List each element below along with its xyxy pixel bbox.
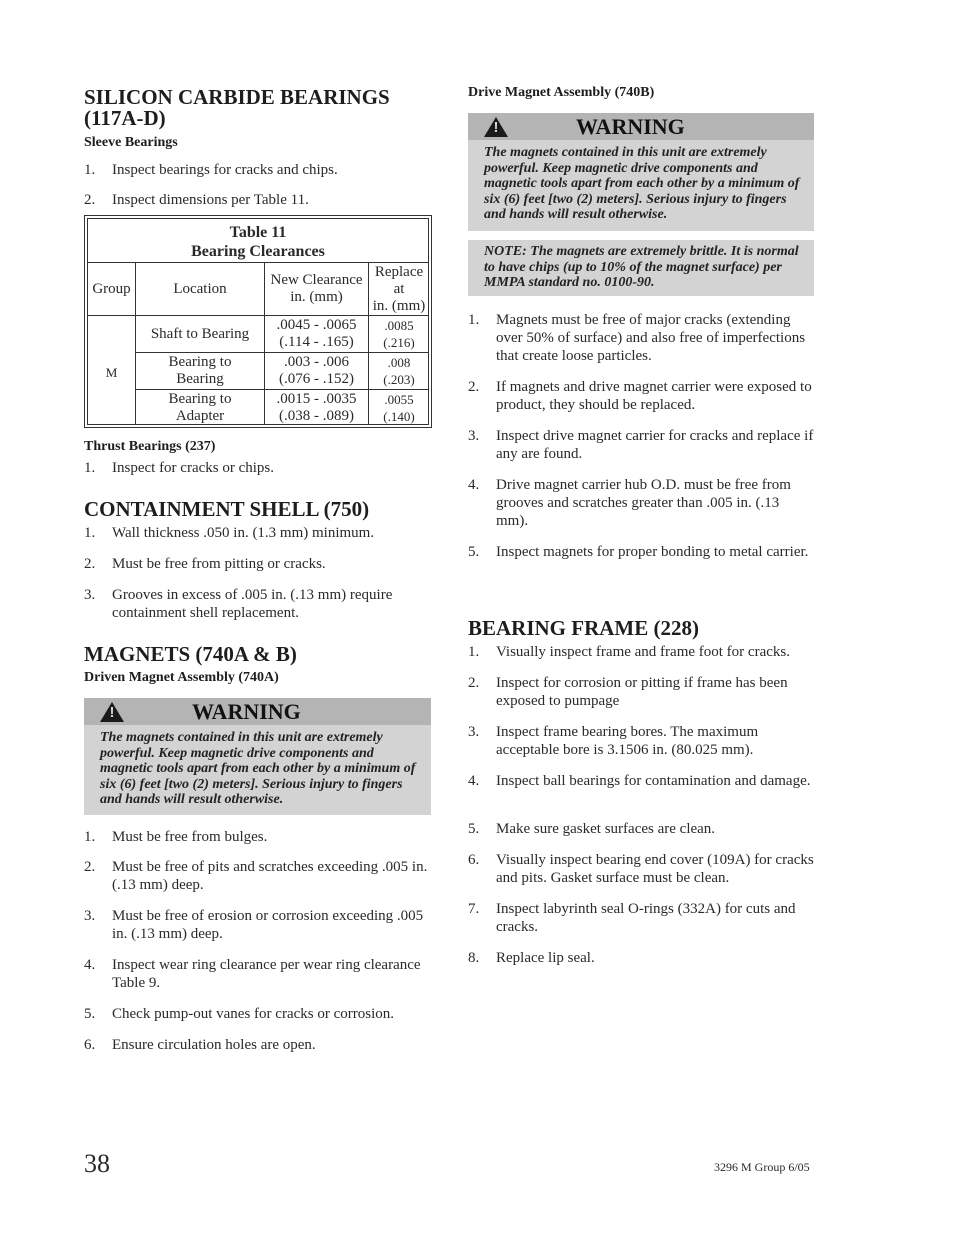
note-text: NOTE: The magnets are extremely brittle. It is normal to have chips (up to 10% of the magnet surface) per MMPA standard no. 0100-90. xyxy=(484,244,799,290)
table-row-new: .0045 - .0065 (.114 - .165) xyxy=(276,317,357,350)
warning-box xyxy=(84,698,431,815)
document-id: 3296 M Group 6/05 xyxy=(714,1160,810,1174)
driven-magnet-heading: Driven Magnet Assembly (740A) xyxy=(84,670,279,685)
thrust-bearings-heading: Thrust Bearings (237) xyxy=(84,439,216,454)
sleeve-bearings-heading: Sleeve Bearings xyxy=(84,135,178,150)
warning-header: ! WARNING xyxy=(84,698,431,725)
table-row-location: Shaft to Bearing xyxy=(150,325,250,342)
warning-text: The magnets contained in this unit are extremely powerful. Keep magnetic drive components and magnetic tools apart from each other by a minimum of six (6) feet [two (2) meters]. Serious injury to fingers and hands will result otherwise. xyxy=(100,730,416,807)
table-row-new: .0015 - .0035 (.038 - .089) xyxy=(276,391,357,424)
silicon-carbide-title-line2: (117A-D) xyxy=(84,106,166,130)
table-row-location: Bearing to Adapter xyxy=(168,391,232,424)
warning-title: WARNING xyxy=(192,699,301,724)
magnets-title: MAGNETS (740A & B) xyxy=(84,642,297,666)
table-row-replace: .0055 (.140) xyxy=(383,392,415,424)
table-row-replace: .0085 (.216) xyxy=(383,318,415,350)
table-row-location: Bearing to Bearing xyxy=(168,354,232,387)
warning-text: The magnets contained in this unit are extremely powerful. Keep magnetic drive components and magnetic tools apart from each other by a minimum of six (6) feet [two (2) meters]. Serious injury to fingers and hands will result otherwise. xyxy=(484,145,800,222)
warning-header: ! WARNING xyxy=(468,113,814,140)
warning-box xyxy=(468,113,814,231)
table-caption-line1: Table 11 xyxy=(229,224,287,241)
group-cell: M xyxy=(105,364,118,380)
note-box xyxy=(468,240,814,296)
header-new-clearance: New Clearance in. (mm) xyxy=(270,272,363,305)
header-replace-at: Replace at in. (mm) xyxy=(372,263,426,314)
table-row-replace: .008 (.203) xyxy=(383,355,415,387)
bearing-clearances-table xyxy=(84,215,432,428)
table-row-new: .003 - .006 (.076 - .152) xyxy=(279,354,354,387)
silicon-carbide-title-line1: SILICON CARBIDE BEARINGS xyxy=(84,85,390,109)
header-group: Group xyxy=(92,280,131,297)
page-number: 38 xyxy=(84,1149,110,1178)
warning-title: WARNING xyxy=(576,114,685,139)
table-caption-line2: Bearing Clearances xyxy=(191,243,325,260)
drive-magnet-heading: Drive Magnet Assembly (740B) xyxy=(468,85,655,100)
containment-shell-title: CONTAINMENT SHELL (750) xyxy=(84,497,370,521)
header-location: Location xyxy=(173,280,227,297)
bearing-frame-title: BEARING FRAME (228) xyxy=(468,616,699,640)
